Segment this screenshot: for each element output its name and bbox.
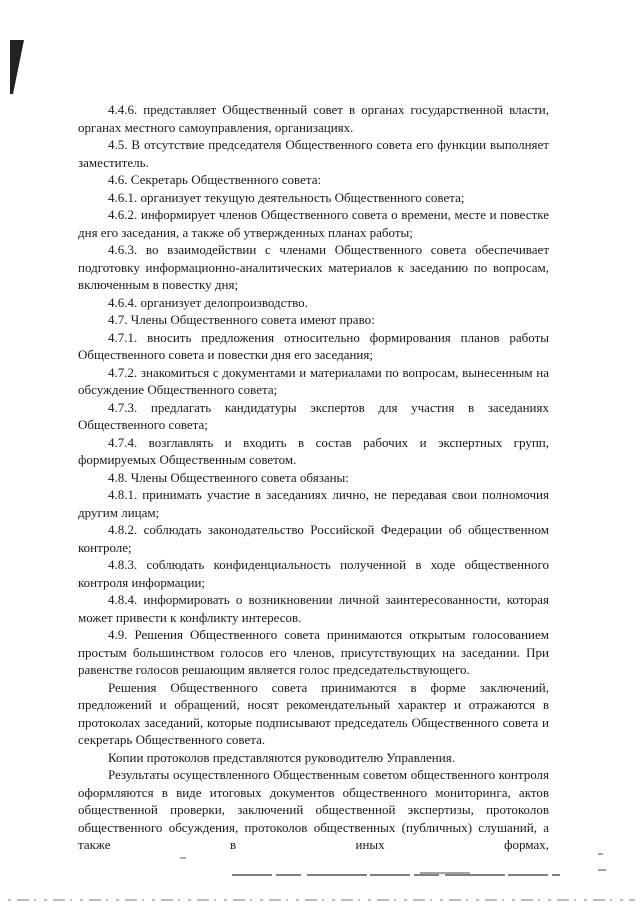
paragraph-4-4-6: 4.4.6. представляет Общественный совет в органах государственной власти, органах местного самоуправления, организациях. bbox=[78, 102, 549, 135]
paragraph-protocol-copies: Копии протоколов представляются руководителю Управления. bbox=[108, 749, 455, 765]
paragraph-4-6-3: 4.6.3. во взаимодействии с членами Общественного совета обеспечивает подготовку информационно-аналитических материалов к заседанию по вопросам, включенным в повестку дня; bbox=[78, 242, 549, 292]
document-body bbox=[78, 101, 549, 854]
scan-artifact-mark bbox=[10, 40, 24, 94]
paragraph-4-8-1: 4.8.1. принимать участие в заседаниях лично, не передавая свои полномочия другим лицам; bbox=[78, 487, 549, 520]
paragraph-4-6-4: 4.6.4. организует делопроизводство. bbox=[108, 294, 308, 310]
paragraph-4-7-2: 4.7.2. знакомиться с документами и материалами по вопросам, вынесенным на обсуждение Общественного совета; bbox=[78, 364, 549, 397]
paragraph-4-8-4: 4.8.4. информировать о возникновении личной заинтересованности, которая может привести к конфликту интересов. bbox=[78, 592, 549, 625]
paragraph-4-6-2: 4.6.2. информирует членов Общественного совета о времени, месте и повестке дня его заседания, а также об утвержденных планах работы; bbox=[78, 207, 549, 240]
paragraph-4-7-4: 4.7.4. возглавлять и входить в состав рабочих и экспертных групп, формируемых Общественным советом. bbox=[78, 434, 549, 467]
paragraph-4-9: 4.9. Решения Общественного совета принимаются открытым голосованием простым большинством голосов его членов, присутствующих на заседании. При равенстве голосов решающим является голос председательствующего. bbox=[78, 627, 549, 677]
paragraph-4-6-1: 4.6.1. организует текущую деятельность Общественного совета; bbox=[108, 189, 465, 205]
paragraph-4-7: 4.7. Члены Общественного совета имеют право: bbox=[108, 312, 375, 327]
paragraph-4-6: 4.6. Секретарь Общественного совета: bbox=[108, 172, 322, 187]
paragraph-4-8-3: 4.8.3. соблюдать конфиденциальность полученной в ходе общественного контроля информации; bbox=[78, 557, 549, 590]
paragraph-4-8-2: 4.8.2. соблюдать законодательство Российской Федерации об общественном контроле; bbox=[78, 522, 549, 555]
paragraph-results: Результаты осуществленного Общественным советом общественного контроля оформляются в виде итоговых документов общественного мониторинга, актов общественной проверки, заключений общественной экспертизы, протоколов общественного обсуждения, протоколов общественных (публичных) слушаний, а также в иных формах, bbox=[78, 767, 549, 852]
paragraph-4-7-1: 4.7.1. вносить предложения относительно формирования планов работы Общественного совета и повестки дня его заседания; bbox=[78, 329, 549, 362]
paragraph-4-5: 4.5. В отсутствие председателя Общественного совета его функции выполняет заместитель. bbox=[78, 137, 549, 170]
scan-artifact-lines bbox=[0, 840, 640, 905]
paragraph-4-8: 4.8. Члены Общественного совета обязаны: bbox=[108, 469, 349, 485]
paragraph-decisions: Решения Общественного совета принимаются в форме заключений, предложений и обращений, носят рекомендательный характер и отражаются в протоколах заседаний, которые подписывают председатель Общественного совета и секретарь Общественного совета. bbox=[78, 679, 549, 747]
paragraph-4-7-3: 4.7.3. предлагать кандидатуры экспертов для участия в заседаниях Общественного совета; bbox=[78, 399, 549, 432]
